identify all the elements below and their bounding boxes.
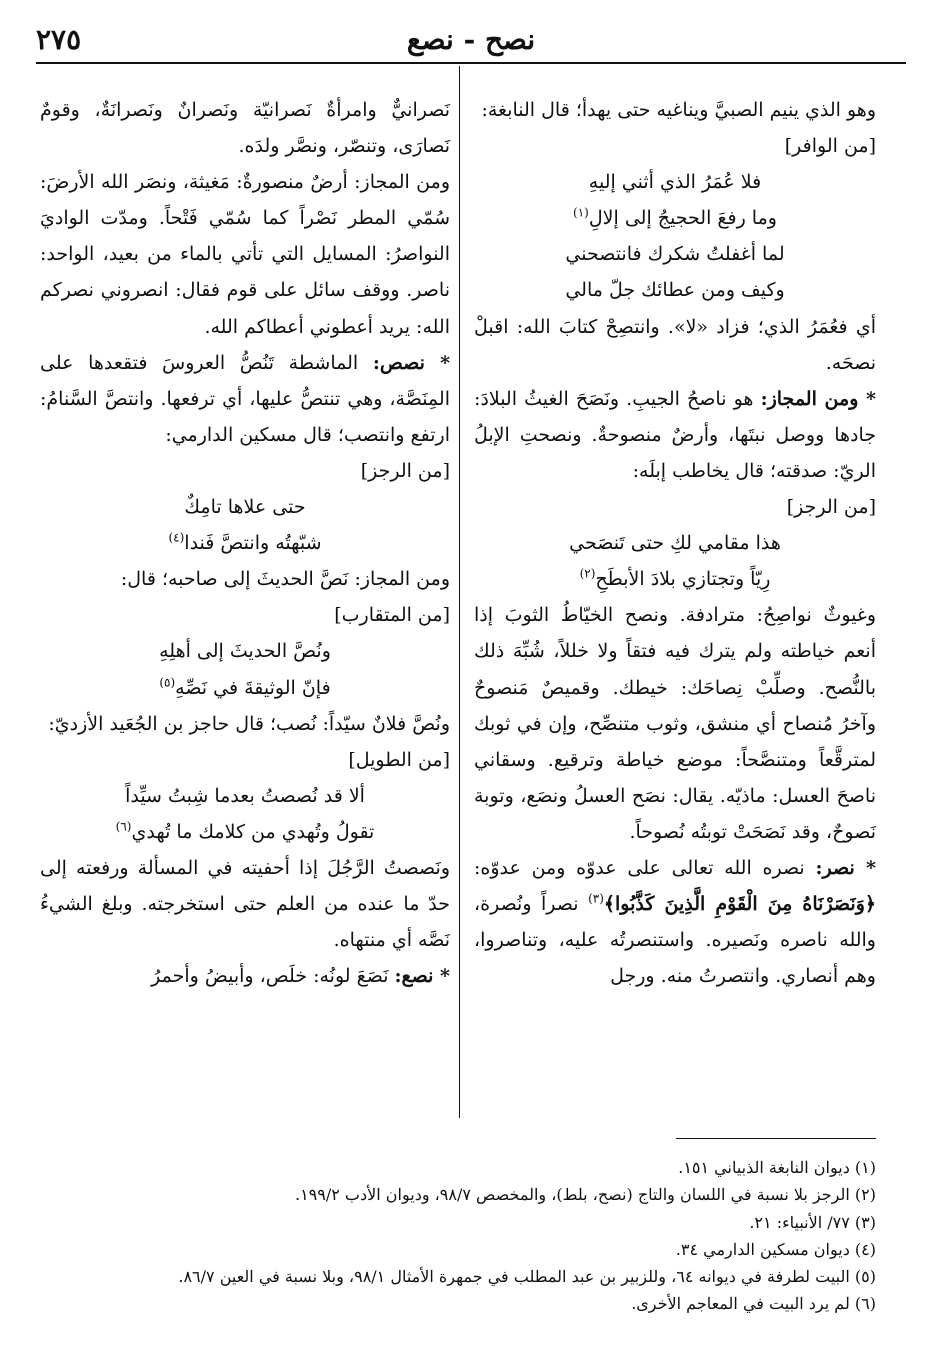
- footnote-ref: (٤): [168, 530, 185, 545]
- footnote: (٤) ديوان مسكين الدارمي ٣٤.: [675, 1239, 876, 1259]
- entry-head: * ومن المجاز:: [760, 387, 876, 410]
- paragraph: [474, 309, 876, 381]
- header-rule: [36, 62, 906, 64]
- footnote: (٢) الرجز بلا نسبة في اللسان والتاج (نصح، بلط)، والمخصص ٩٨/٧، وديوان الأدب ١٩٩/٢.: [294, 1185, 876, 1205]
- verse-line: [40, 489, 450, 525]
- paragraph: [40, 958, 450, 994]
- verse-line: [474, 525, 876, 561]
- footnote-rule: [676, 1138, 876, 1139]
- verse-line: [474, 236, 876, 272]
- paragraph-text: نَصرانيٌّ وامرأةٌ نَصرانيّة ونَصرانٌ ونَصرانَةٌ، وقومٌ نَصارَى، وتنصّر، ونصَّر ولدَه.: [40, 99, 450, 158]
- footnote-ref: (٣): [588, 891, 604, 906]
- verse-text: فإنّ الوثيقةَ في نَصِّهِ: [175, 676, 331, 699]
- meter-label: [من الرجز]: [786, 496, 876, 519]
- verse-text: ونُصَّ الحديثَ إلى أهلِهِ: [159, 640, 331, 663]
- verse-line: [474, 561, 876, 597]
- verse-line: [474, 200, 876, 236]
- quran-quote: ﴿وَنَصَرْنَاهُ مِنَ الْقَوْمِ الَّذِينَ كَذَّبُوا﴾: [603, 893, 877, 916]
- paragraph-text: نصره الله تعالى على عدوّه ومن عدوّه:: [474, 856, 805, 879]
- paragraph-text: الماشطة تَنُصُّ العروسَ فتقعدها على المِنَصَّة، وهي تنتصُّ عليها، أي ترفعها. وانتصَّ السَّنامُ: ارتفع وانتصب؛ قال مسكين الدارمي:: [40, 351, 450, 446]
- verse-text: ألا قد نُصصتُ بعدما شِبتُ سيِّداً: [125, 784, 365, 807]
- footnotes: [40, 1154, 876, 1318]
- paragraph: [40, 345, 450, 453]
- paragraph-text: وهو الذي ينيم الصبيَّ ويناغيه حتى يهدأ؛ قال النابغة:: [481, 99, 876, 121]
- verse-text: حتى علاها تامِكٌ: [184, 496, 306, 519]
- paragraph-text: ومن المجاز: نَصَّ الحديثَ إلى صاحبه؛ قال:: [120, 568, 450, 591]
- paragraph-text: هو ناصحُ الجيبِ. ونَصَحَ الغيثُ البلادَ: جادها ووصل نبتَها، وأرضٌ منصوحةٌ. ونصحتِ الإبلُ الريّ: صدقته؛ قال يخاطب إبلَه:: [474, 387, 876, 482]
- verse-text: تقولُ وتُهدي من كلامك ما تُهدي: [131, 820, 375, 843]
- verse-line: [474, 272, 876, 308]
- footnote-ref: (٦): [115, 819, 132, 834]
- meter-label: [من الطويل]: [348, 748, 450, 771]
- paragraph: [40, 850, 450, 958]
- paragraph-text: نَصَعَ لونُه: خلَص، وأبيضُ وأحمرُ: [151, 965, 389, 988]
- right-column: [474, 92, 876, 994]
- verse-line: [474, 164, 876, 200]
- paragraph: [474, 597, 876, 850]
- verse-text: وما رفعَ الحجيجُ إلى إلالِ: [588, 207, 777, 230]
- paragraph: [474, 92, 876, 128]
- running-head: نصح - نصع: [406, 22, 536, 56]
- verse-line: [40, 670, 450, 706]
- column-divider: [459, 66, 460, 1118]
- entry-head: * نصع:: [394, 965, 450, 988]
- footnote: (١) ديوان النابغة الذبياني ١٥١.: [678, 1158, 876, 1177]
- verse-text: هذا مقامي لكِ حتى تَنصَحي: [569, 532, 781, 555]
- footnote-ref: (٥): [159, 675, 176, 690]
- footnote: (٣) ٧٧/ الأنبياء: ٢١.: [749, 1212, 876, 1232]
- paragraph-text: ونُصَّ فلانٌ سيّداً: نُصب؛ قال حاجز بن الجُعَيد الأزديّ:: [48, 712, 450, 735]
- verse-text: شبّهتُه وانتصَّ فَندا: [184, 532, 322, 555]
- entry-head: * نصص:: [372, 351, 451, 374]
- meter-label: [من المتقارب]: [334, 604, 450, 627]
- verse-line: [40, 525, 450, 561]
- verse-text: فلا عُمَرُ الذي أثني إليهِ: [588, 171, 762, 194]
- page-header: [36, 18, 906, 60]
- paragraph: [40, 92, 450, 164]
- footnote-ref: (١): [573, 205, 589, 220]
- verse-text: وكيف ومن عطائك جلّ مالي: [565, 279, 785, 302]
- footnote: (٥) البيت لطرفة في ديوانه ٦٤، وللزبير بن عبد المطلب في جمهرة الأمثال ٩٨/١، وبلا نسبة في العين ٨٦/٧.: [178, 1267, 876, 1287]
- paragraph: [40, 561, 450, 597]
- verse-text: لما أغفلتُ شكرك فانتصحني: [565, 243, 785, 266]
- footnote: (٦) لم يرد البيت في المعاجم الأخرى.: [631, 1294, 876, 1314]
- meter-label: [من الرجز]: [360, 459, 450, 482]
- verse-line: [40, 814, 450, 850]
- left-column: [40, 92, 450, 994]
- paragraph: [40, 706, 450, 742]
- paragraph: [40, 164, 450, 344]
- verse-text: رِيّاً وتجتازي بلادَ الأبطَحِ: [595, 568, 771, 591]
- paragraph-text: أي فعُمَرُ الذي؛ فزاد «لا». وانتصِحْ كتابَ الله: اقبلْ نصحَه.: [474, 315, 876, 374]
- paragraph-text: وغيوثٌ نواصِحُ: مترادفة. ونصح الخيّاطُ الثوبَ إذا أنعم خياطته ولم يترك فيه فتقاً ولا خللاً، شُبِّهَ ذلك بالنُّصح. وصلِّبْ نِصاحَك: خيطك. وقميصٌ مَنصوحٌ وآخرُ مُنصاح أي منشق، وثوب متنصِّح، وإن في ثوبك لمترقَّعاً ومتنصَّحاً: موضع خياطة وترقيع. وسقاني ناصحَ العسل: ماذيّه. يقال: نصَح العسلُ ونصَع، وتوبة نَصوحٌ، وقد نَصَحَتْ توبتُه نُصوحاً.: [474, 604, 876, 843]
- verse-line: [40, 633, 450, 669]
- paragraph-text: ونَصصتُ الرَّجُلَ إذا أحفيته في المسألة ورفعته إلى حدّ ما عنده من العلم حتى استخرجته. وبلغ الشيءُ نَصَّه أي منتهاه.: [40, 856, 450, 952]
- entry-head: * نصر:: [815, 856, 876, 879]
- meter-label: [من الوافر]: [784, 135, 876, 158]
- page-number: ٢٧٥: [36, 22, 82, 56]
- paragraph-text: ومن المجاز: أرضٌ منصورةٌ: مَغيثة، ونصَر الله الأرضَ: سُمّي المطر نَصْراً كما سُمّي فَتْحاً. ومدّت الواديَ النواصرُ: المسايل التي تأتي بالماء من بعيد، الواحد: ناصر. ووقف سائل على قوم فقال: انصروني نصركم الله: يريد أعطوني أعطاكم الله.: [40, 171, 450, 338]
- paragraph-text: نصراً ونُصرة، والله ناصره ونَصيره. واستنصرتُه عليه، وتناصروا، وهم أنصاري. وانتصرتُ منه. ورجل: [474, 893, 876, 988]
- footnote-ref: (٢): [579, 566, 596, 581]
- verse-line: [40, 778, 450, 814]
- paragraph: [474, 850, 876, 994]
- paragraph: [474, 381, 876, 489]
